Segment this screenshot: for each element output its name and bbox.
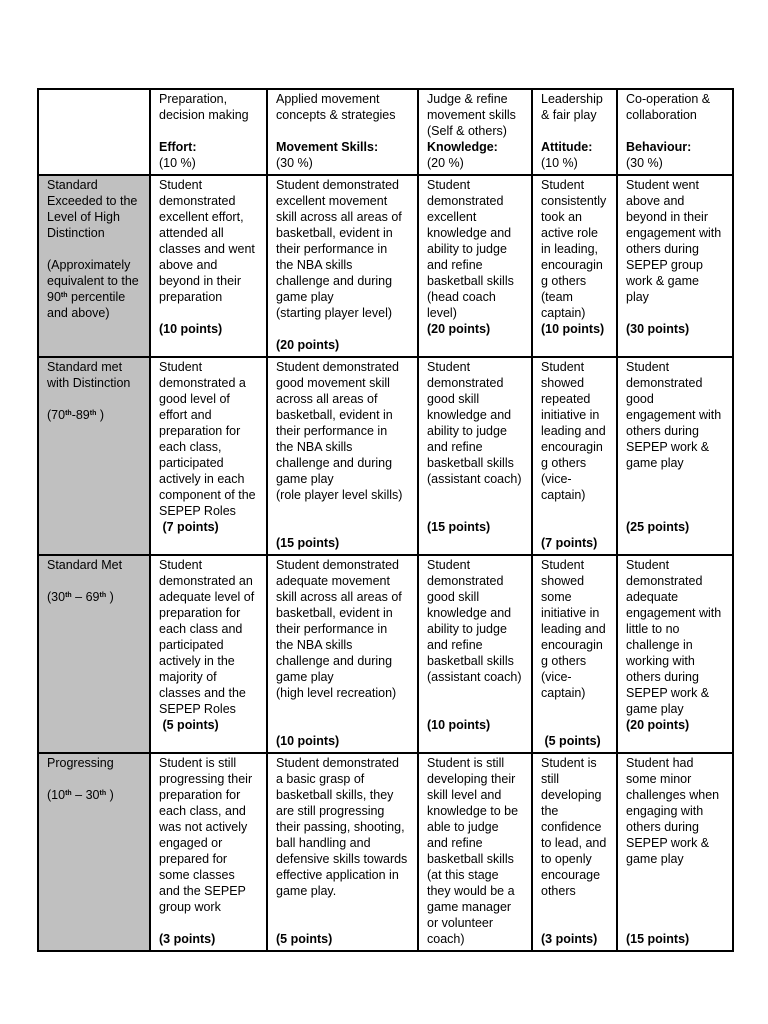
header-row <box>38 89 733 175</box>
rubric-cell <box>617 175 733 357</box>
cell-description: Student demonstrated a good level of effort and preparation for each class, participated actively in each component of the SEPEP Roles <box>159 360 256 518</box>
rubric-cell <box>267 753 418 951</box>
cell-description: Student demonstrated a basic grasp of basketball skills, they are still progressing their passing, shooting, ball handling and defensive skills towards effective application in game play. <box>276 756 408 898</box>
header-weight: (10 %) <box>159 156 196 170</box>
rubric-cell <box>617 555 733 753</box>
cell-points: (7 points) <box>541 536 598 550</box>
cell-points: (20 points) <box>626 718 690 732</box>
cell-description: Student demonstrated good skill knowledge and ability to judge and refine basketball skills (assistant coach) <box>427 360 522 486</box>
rubric-cell <box>418 357 532 555</box>
rubric-cell <box>150 555 267 753</box>
rubric-cell <box>267 357 418 555</box>
cell-description: Student consistently took an active role in leading, encouragin g others (team captain) <box>541 178 607 320</box>
cell-points: (15 points) <box>276 536 340 550</box>
cell-description: Student had some minor challenges when engaging with others during SEPEP work & game play <box>626 756 720 866</box>
cell-points: (10 points) <box>541 322 605 336</box>
table-row <box>38 175 733 357</box>
level-title: Standard Met <box>47 558 123 572</box>
level-title: Progressing <box>47 756 114 770</box>
cell-description: Student demonstrated excellent movement skill across all areas of basketball, evident in their performance in the NBA skills challenge and during game play (starting player level) <box>276 178 402 320</box>
level-standard-met <box>38 555 150 753</box>
header-desc: Preparation, decision making <box>159 92 249 122</box>
header-weight: (30 %) <box>276 156 313 170</box>
cell-points: (3 points) <box>159 932 216 946</box>
rubric-cell <box>418 753 532 951</box>
rubric-cell <box>617 357 733 555</box>
cell-points: (25 points) <box>626 520 690 534</box>
rubric-cell <box>532 175 617 357</box>
cell-points: (3 points) <box>541 932 598 946</box>
cell-description: Student is still developing the confidence to lead, and to openly encourage others <box>541 756 607 898</box>
header-desc: Co-operation & collaboration <box>626 92 711 122</box>
level-progressing <box>38 753 150 951</box>
cell-description: Student demonstrated adequate engagement with little to no challenge in working with others during SEPEP work & game play <box>626 558 722 716</box>
cell-description: Student showed some initiative in leading and encouragin g others (vice- captain) <box>541 558 606 700</box>
header-desc: Applied movement concepts & strategies <box>276 92 396 122</box>
cell-description: Student showed repeated initiative in leading and encouragin g others (vice- captain) <box>541 360 606 502</box>
cell-points: (10 points) <box>276 734 340 748</box>
level-title: Standard Exceeded to the Level of High Distinction <box>47 178 138 240</box>
cell-description: Student demonstrated good movement skill across all areas of basketball, evident in their performance in the NBA skills challenge and during game play (role player level skills) <box>276 360 403 502</box>
corner-cell <box>38 89 150 175</box>
header-weight: (10 %) <box>541 156 578 170</box>
header-desc: Leadership & fair play <box>541 92 603 122</box>
rubric-cell <box>150 175 267 357</box>
level-range: (70th-89th ) <box>47 408 105 422</box>
rubric-cell <box>532 753 617 951</box>
header-weight: (30 %) <box>626 156 663 170</box>
header-attitude <box>532 89 617 175</box>
assessment-rubric-table <box>37 88 734 952</box>
table-row <box>38 753 733 951</box>
header-criterion: Effort: <box>159 140 197 154</box>
cell-points: (7 points) <box>159 520 219 534</box>
cell-points: (5 points) <box>276 932 333 946</box>
cell-description: Student demonstrated good skill knowledge and ability to judge and refine basketball skills (assistant coach) <box>427 558 522 684</box>
cell-description: Student demonstrated adequate movement skill across all areas of basketball, evident in their performance in the NBA skills challenge and during game play (high level recreation) <box>276 558 402 700</box>
cell-points: (15 points) <box>427 520 491 534</box>
cell-points: (20 points) <box>276 338 340 352</box>
rubric-cell <box>150 753 267 951</box>
cell-points: (5 points) <box>159 718 219 732</box>
level-range: (10th – 30th ) <box>47 788 114 802</box>
level-range: (Approximately equivalent to the 90th percentile and above) <box>47 258 139 320</box>
level-high-distinction <box>38 175 150 357</box>
header-criterion: Movement Skills: <box>276 140 379 154</box>
cell-description: Student demonstrated good engagement with others during SEPEP work & game play <box>626 360 722 470</box>
cell-description: Student is still progressing their preparation for each class, and was not actively engaged or prepared for some classes and the SEPEP group work <box>159 756 253 914</box>
cell-description: Student demonstrated excellent effort, attended all classes and went above and beyond in their preparation <box>159 178 255 304</box>
cell-points: (30 points) <box>626 322 690 336</box>
cell-points: (10 points) <box>159 322 223 336</box>
rubric-cell <box>150 357 267 555</box>
header-criterion: Attitude: <box>541 140 593 154</box>
rubric-cell <box>267 175 418 357</box>
rubric-cell <box>418 175 532 357</box>
header-criterion: Behaviour: <box>626 140 692 154</box>
rubric-cell <box>267 555 418 753</box>
level-range: (30th – 69th ) <box>47 590 114 604</box>
header-knowledge <box>418 89 532 175</box>
table-row <box>38 357 733 555</box>
rubric-cell <box>617 753 733 951</box>
header-effort <box>150 89 267 175</box>
cell-description: Student demonstrated an adequate level of preparation for each class and participated actively in the majority of classes and the SEPEP Roles <box>159 558 255 716</box>
level-distinction <box>38 357 150 555</box>
rubric-cell <box>532 555 617 753</box>
cell-description: Student went above and beyond in their engagement with others during SEPEP group work & game play <box>626 178 722 304</box>
header-movement-skills <box>267 89 418 175</box>
rubric-cell <box>532 357 617 555</box>
level-title: Standard met with Distinction <box>47 360 131 390</box>
cell-points: (15 points) <box>626 932 690 946</box>
header-desc: Judge & refine movement skills (Self & others) <box>427 92 516 138</box>
cell-points: (10 points) <box>427 718 491 732</box>
header-behaviour <box>617 89 733 175</box>
cell-points: (20 points) <box>427 322 491 336</box>
cell-points: (5 points) <box>541 734 601 748</box>
cell-description: Student demonstrated excellent knowledge and ability to judge and refine basketball skills (head coach level) <box>427 178 514 320</box>
header-criterion: Knowledge: <box>427 140 498 154</box>
rubric-cell <box>418 555 532 753</box>
cell-description: Student is still developing their skill level and knowledge to be able to judge and refine basketball skills (at this stage they would be a game manager or volunteer coach) <box>427 756 519 946</box>
table-row <box>38 555 733 753</box>
header-weight: (20 %) <box>427 156 464 170</box>
